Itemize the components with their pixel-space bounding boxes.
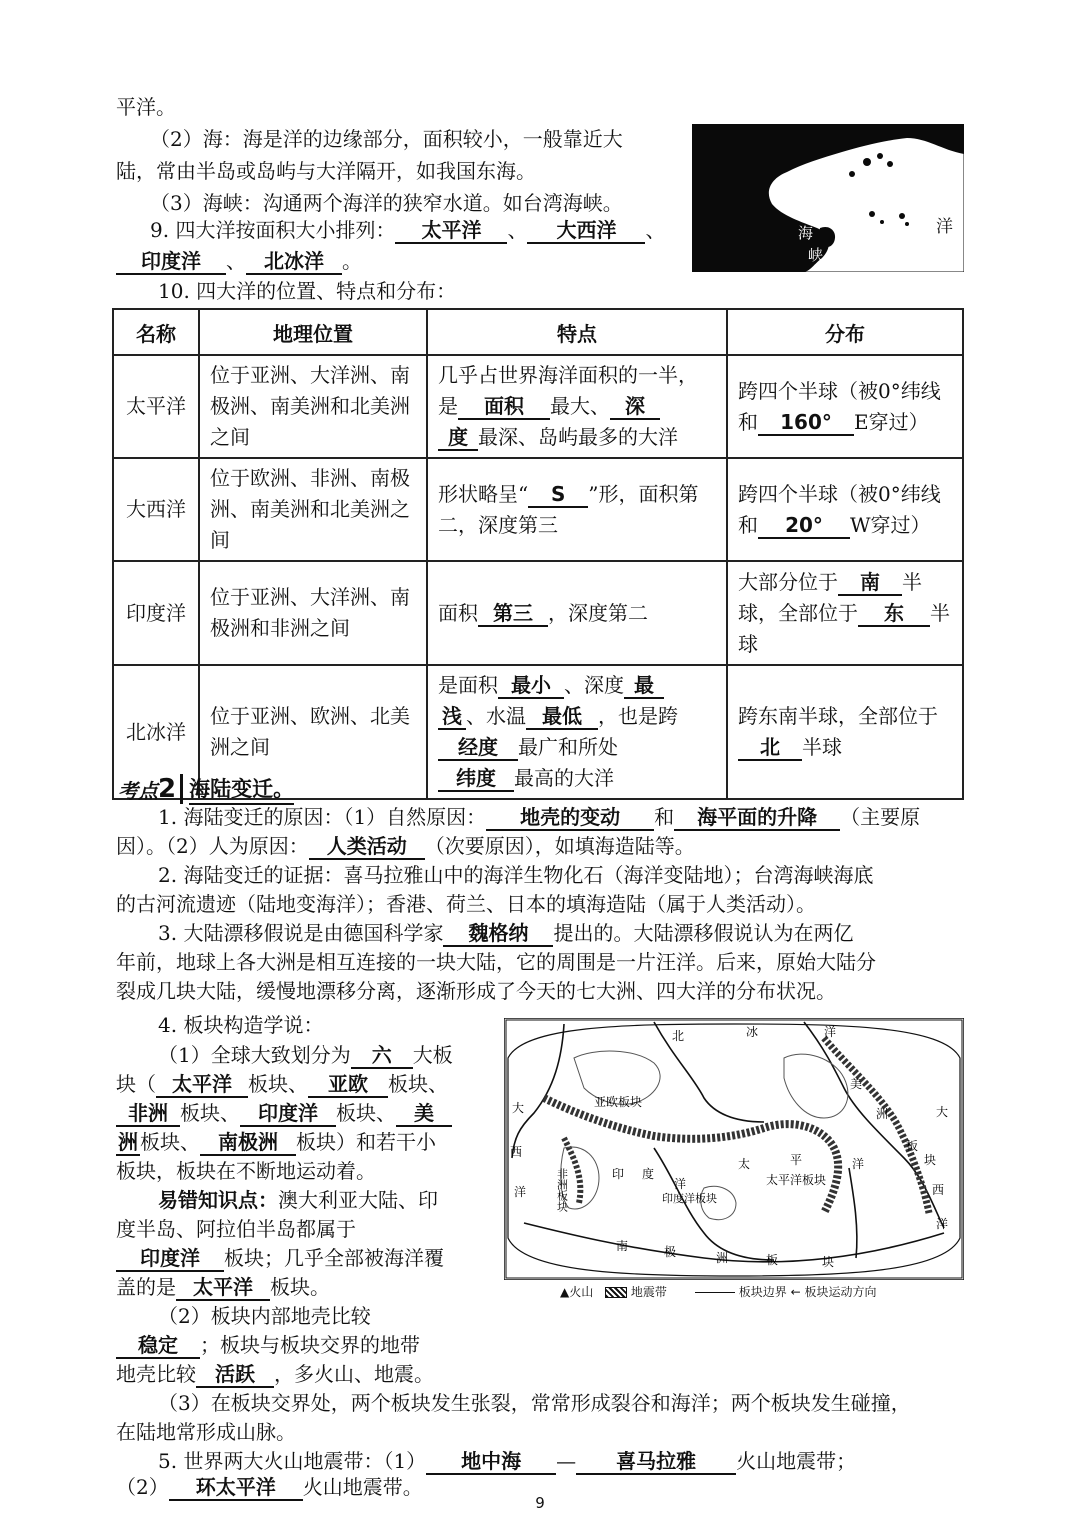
text: E穿过） <box>854 409 929 434</box>
para-3-cont: 年前，地球上各大洲是相互连接的一块大陆，它的周围是一片汪洋。后来，原始大陆分 <box>116 950 876 974</box>
answer-blank: 北 <box>738 735 802 761</box>
answer-blank: 深 <box>610 394 660 420</box>
answer-blank: 地中海 <box>426 1449 556 1475</box>
text: 火山地震带； <box>736 1449 857 1473</box>
answer-blank: 地壳的变动 <box>486 805 654 831</box>
error-note-cont <box>116 1272 330 1302</box>
plate-label: 洋 <box>674 1177 687 1191</box>
ocean-table <box>112 308 964 800</box>
text: — <box>556 1449 577 1473</box>
sea-definition-cont: 陆，常由半岛或岛屿与大洋隔开，如我国东海。 <box>116 159 536 183</box>
ocean-distribution <box>727 458 963 561</box>
plate-label: 太平洋板块 <box>766 1173 827 1187</box>
answer-blank: 活跃 <box>196 1362 274 1388</box>
q9-answer-2: 大西洋 <box>527 218 645 244</box>
header-location: 地理位置 <box>199 309 427 355</box>
header-name: 名称 <box>113 309 199 355</box>
answer-blank: 人类活动 <box>309 834 425 860</box>
text: 最广和所处 <box>518 735 618 759</box>
text: 3. 大陆漂移假说是由德国科学家 <box>158 921 444 945</box>
text: 和 <box>654 805 675 829</box>
text: 因）。（2）人为原因： <box>116 834 309 858</box>
ocean-name: 大西洋 <box>113 458 199 561</box>
answer-blank: 六 <box>351 1043 413 1069</box>
volcano-legend: ▲火山 <box>560 1285 594 1299</box>
page-number: 9 <box>535 1494 545 1512</box>
text: 半球，全部位于 <box>738 569 922 625</box>
plate-label: 南 <box>616 1239 629 1253</box>
plate-label: 冰 <box>746 1025 759 1039</box>
ocean-distribution <box>727 561 963 665</box>
text: 最高的大洋 <box>514 766 614 790</box>
answer-blank: 20° <box>758 513 850 539</box>
para-4-2: （2）板块内部地壳比较 <box>158 1304 371 1328</box>
text: ，也是跨 <box>598 704 678 728</box>
answer-blank: 面积 <box>458 394 550 420</box>
text: 5. 世界两大火山地震带：（1） <box>158 1449 427 1473</box>
answer-blank: 魏格纳 <box>443 921 553 947</box>
text: 是面积 <box>438 673 498 697</box>
ocean-location: 位于亚洲、欧洲、北美洲之间 <box>199 665 427 799</box>
answer-blank: S <box>528 482 588 508</box>
plate-label: 极 <box>664 1245 677 1259</box>
text: 火山地震带。 <box>302 1475 423 1499</box>
text: 几乎占世界海洋面积的一半，是 <box>438 363 698 418</box>
answer-blank: 最 <box>624 673 664 699</box>
plate-label: 太 <box>738 1157 751 1171</box>
text: 块（ <box>116 1072 156 1096</box>
map-label-yang: 洋 <box>936 217 953 237</box>
plate-map-legend <box>560 1283 876 1300</box>
plate-label: 印度洋板块 <box>662 1192 717 1205</box>
answer-blank: 印度洋 <box>240 1101 336 1127</box>
para-4-1-cont: 板块，板块在不断地运动着。 <box>116 1159 376 1183</box>
sep: 、 <box>507 218 528 242</box>
error-note-cont <box>116 1243 444 1273</box>
para-4-1-cont <box>116 1069 448 1099</box>
ocean-location: 位于欧洲、非洲、南极洲、南美洲和北美洲之间 <box>199 458 427 561</box>
text: 板块、 <box>180 1101 240 1125</box>
answer-blank: 美 <box>396 1101 452 1127</box>
sep: 、 <box>226 249 246 273</box>
text: W穿过） <box>850 512 931 537</box>
section-number: 2 <box>158 774 183 804</box>
answer-blank: 太平洋 <box>156 1072 248 1098</box>
plate-label: 板 <box>766 1253 779 1267</box>
answer-blank: 160° <box>758 410 854 436</box>
plate-label: 西 <box>510 1145 523 1159</box>
plate-label: 西 <box>932 1183 945 1197</box>
intro-line: 平洋。 <box>116 95 176 119</box>
answer-blank: 印度洋 <box>116 1246 224 1272</box>
map-label-xia2: 峡 <box>808 246 824 264</box>
para-4: 4. 板块构造学说： <box>158 1013 324 1037</box>
ocean-name: 北冰洋 <box>113 665 199 799</box>
text: 板块）和若干小 <box>296 1130 436 1154</box>
text: 地壳比较 <box>116 1362 196 1386</box>
motion-legend: ← 板块运动方向 <box>790 1285 877 1299</box>
plate-label: 美 <box>850 1077 863 1091</box>
para-2: 2. 海陆变迁的证据：喜马拉雅山中的海洋生物化石（海洋变陆地）；台湾海峡海底 <box>158 863 874 887</box>
ocean-distribution <box>727 355 963 458</box>
plate-label: 洋 <box>852 1157 865 1171</box>
plate-label: 非洲板块 <box>555 1168 569 1212</box>
plate-label: 大 <box>512 1101 525 1115</box>
ocean-name: 印度洋 <box>113 561 199 665</box>
end: 。 <box>342 249 362 273</box>
boundary-legend: 板块边界 <box>738 1285 787 1299</box>
para-4-2-cont <box>116 1359 434 1389</box>
plate-label: 北 <box>672 1029 685 1043</box>
ocean-features <box>427 561 727 665</box>
text: ，深度第二 <box>548 600 648 625</box>
para-4-3: （3）在板块交界处，两个板块发生张裂，常常形成裂谷和海洋；两个板块发生碰撞， <box>158 1391 911 1415</box>
text: 最大、 <box>550 394 610 418</box>
plate-label: 洋 <box>936 1217 949 1231</box>
error-note-cont: 度半岛、阿拉伯半岛都属于 <box>116 1217 356 1241</box>
ocean-features <box>427 458 727 561</box>
text: 板块、 <box>388 1072 448 1096</box>
error-note <box>158 1185 438 1215</box>
text: 形状略呈“ <box>438 481 529 506</box>
q9-answer-4: 北冰洋 <box>246 249 342 275</box>
answer-blank: 洲 <box>118 1130 138 1154</box>
answer-blank: 度 <box>438 425 478 451</box>
plate-label: 块 <box>822 1255 835 1269</box>
q10-label: 10. 四大洋的位置、特点和分布： <box>158 279 457 303</box>
plate-label: 块 <box>924 1153 937 1167</box>
para-4-3-cont: 在陆地常形成山脉。 <box>116 1420 296 1444</box>
text: 板块、 <box>140 1130 200 1154</box>
answer-blank: 最低 <box>526 704 598 730</box>
boundary-legend-swatch <box>695 1292 735 1293</box>
q9-answer-3: 印度洋 <box>116 249 226 275</box>
para-3-cont: 裂成几块大陆，缓慢地漂移分离，逐渐形成了今天的七大洲、四大洋的分布状况。 <box>116 979 836 1003</box>
text: （2） <box>116 1475 169 1499</box>
table-row <box>113 561 963 665</box>
para-4-1-cont <box>116 1127 436 1157</box>
ocean-location: 位于亚洲、大洋洲、南极洲和非洲之间 <box>199 561 427 665</box>
sea-strait-map <box>692 124 964 272</box>
para-4-2-cont <box>116 1330 420 1360</box>
text: ，多火山、地震。 <box>274 1362 434 1386</box>
strait-definition: （3）海峡：沟通两个海洋的狭窄水道。如台湾海峡。 <box>150 191 623 215</box>
plate-label: 印 <box>612 1167 625 1181</box>
q9-line-2 <box>116 246 362 276</box>
plate-label: 板 <box>906 1139 919 1153</box>
text: 半球 <box>802 735 842 759</box>
answer-blank: 南极洲 <box>200 1130 296 1156</box>
answer-blank: 稳定 <box>116 1333 200 1359</box>
quake-legend: 地震带 <box>630 1285 667 1299</box>
text: 最深、岛屿最多的大洋 <box>478 425 678 449</box>
text: 板块、 <box>336 1101 396 1125</box>
text: 、深度 <box>564 673 624 697</box>
text: 面积 <box>438 600 478 625</box>
section-tag: 考点 <box>118 778 158 803</box>
text: （1）全球大致划分为 <box>158 1043 351 1067</box>
answer-blank: 最小 <box>498 673 564 699</box>
ocean-features <box>427 355 727 458</box>
answer-blank: 浅 <box>438 704 466 730</box>
text: 提出的。大陆漂移假说认为在两亿 <box>553 921 854 945</box>
text: 澳大利亚大陆、印 <box>278 1188 438 1212</box>
para-1 <box>158 802 920 832</box>
text: 1. 海陆变迁的原因：（1）自然原因： <box>158 805 487 829</box>
q9-label: 9. 四大洋按面积大小排列： <box>150 218 396 242</box>
header-distribution: 分布 <box>727 309 963 355</box>
map-label-hai: 海 <box>790 171 807 191</box>
answer-blank: 非洲 <box>116 1101 180 1127</box>
section-title: 海陆变迁。 <box>189 773 294 805</box>
answer-blank: 第三 <box>478 601 548 627</box>
answer-blank: 东 <box>858 601 930 627</box>
text: 盖的是 <box>116 1275 176 1299</box>
quake-legend-swatch <box>605 1287 627 1298</box>
text: ”形，面积第二，深度第三 <box>438 481 699 537</box>
table-row <box>113 458 963 561</box>
answer-blank: 太平洋 <box>176 1275 270 1301</box>
q9-answer-1: 太平洋 <box>395 218 507 244</box>
plate-label: 洋 <box>514 1185 527 1199</box>
para-3 <box>158 918 853 948</box>
text: 半球 <box>738 600 950 656</box>
plate-label: 亚欧板块 <box>594 1095 643 1109</box>
ocean-distribution <box>727 665 963 799</box>
text: 板块；几乎全部被海洋覆 <box>224 1246 444 1270</box>
text: 、水温 <box>466 704 526 728</box>
plate-label: 平 <box>790 1153 803 1167</box>
answer-blank: 经度 <box>438 735 518 761</box>
plate-label: 洲 <box>716 1251 729 1265</box>
plate-label: 度 <box>642 1167 655 1181</box>
para-4-1 <box>158 1040 453 1070</box>
text: （主要原 <box>840 805 921 829</box>
ocean-name: 太平洋 <box>113 355 199 458</box>
text: ；板块与板块交界的地带 <box>200 1333 420 1357</box>
answer-blank: 亚欧 <box>308 1072 388 1098</box>
text: 大板 <box>412 1043 453 1067</box>
para-1-cont <box>116 831 695 861</box>
answer-blank: 海平面的升降 <box>674 805 840 831</box>
plate-map <box>504 1018 964 1280</box>
text: 板块、 <box>248 1072 308 1096</box>
header-features: 特点 <box>427 309 727 355</box>
text: 跨四个半球（被0°纬线和 <box>738 378 941 434</box>
text: 板块。 <box>270 1275 330 1299</box>
text: 跨东南半球，全部位于 <box>738 704 938 728</box>
answer-blank: 喜马拉雅 <box>576 1449 736 1475</box>
para-4-1-cont <box>116 1098 452 1128</box>
answer-blank: 南 <box>838 570 902 596</box>
plate-label: 洋 <box>824 1025 837 1039</box>
section-heading <box>118 774 294 804</box>
plate-label: 大 <box>936 1105 949 1119</box>
para-2-cont: 的古河流遗迹（陆地变海洋）；香港、荷兰、日本的填海造陆（属于人类活动）。 <box>116 892 816 916</box>
text: 跨四个半球（被0°纬线和 <box>738 481 941 537</box>
answer-blank: 环太平洋 <box>169 1475 303 1501</box>
text: （次要原因），如填海造陆等。 <box>424 834 695 858</box>
ocean-features <box>427 665 727 799</box>
q9-line <box>150 215 665 245</box>
text: 大部分位于 <box>738 569 838 594</box>
map-label-xia1: 海 <box>798 224 814 242</box>
ocean-location: 位于亚洲、大洋洲、南极洲、南美洲和北美洲之间 <box>199 355 427 458</box>
plate-label: 洲 <box>876 1107 889 1121</box>
sea-definition: （2）海：海是洋的边缘部分，面积较小，一般靠近大 <box>150 127 623 151</box>
sep: 、 <box>645 218 666 242</box>
table-row <box>113 355 963 458</box>
error-label: 易错知识点： <box>158 1188 278 1212</box>
answer-blank: 纬度 <box>438 766 514 792</box>
